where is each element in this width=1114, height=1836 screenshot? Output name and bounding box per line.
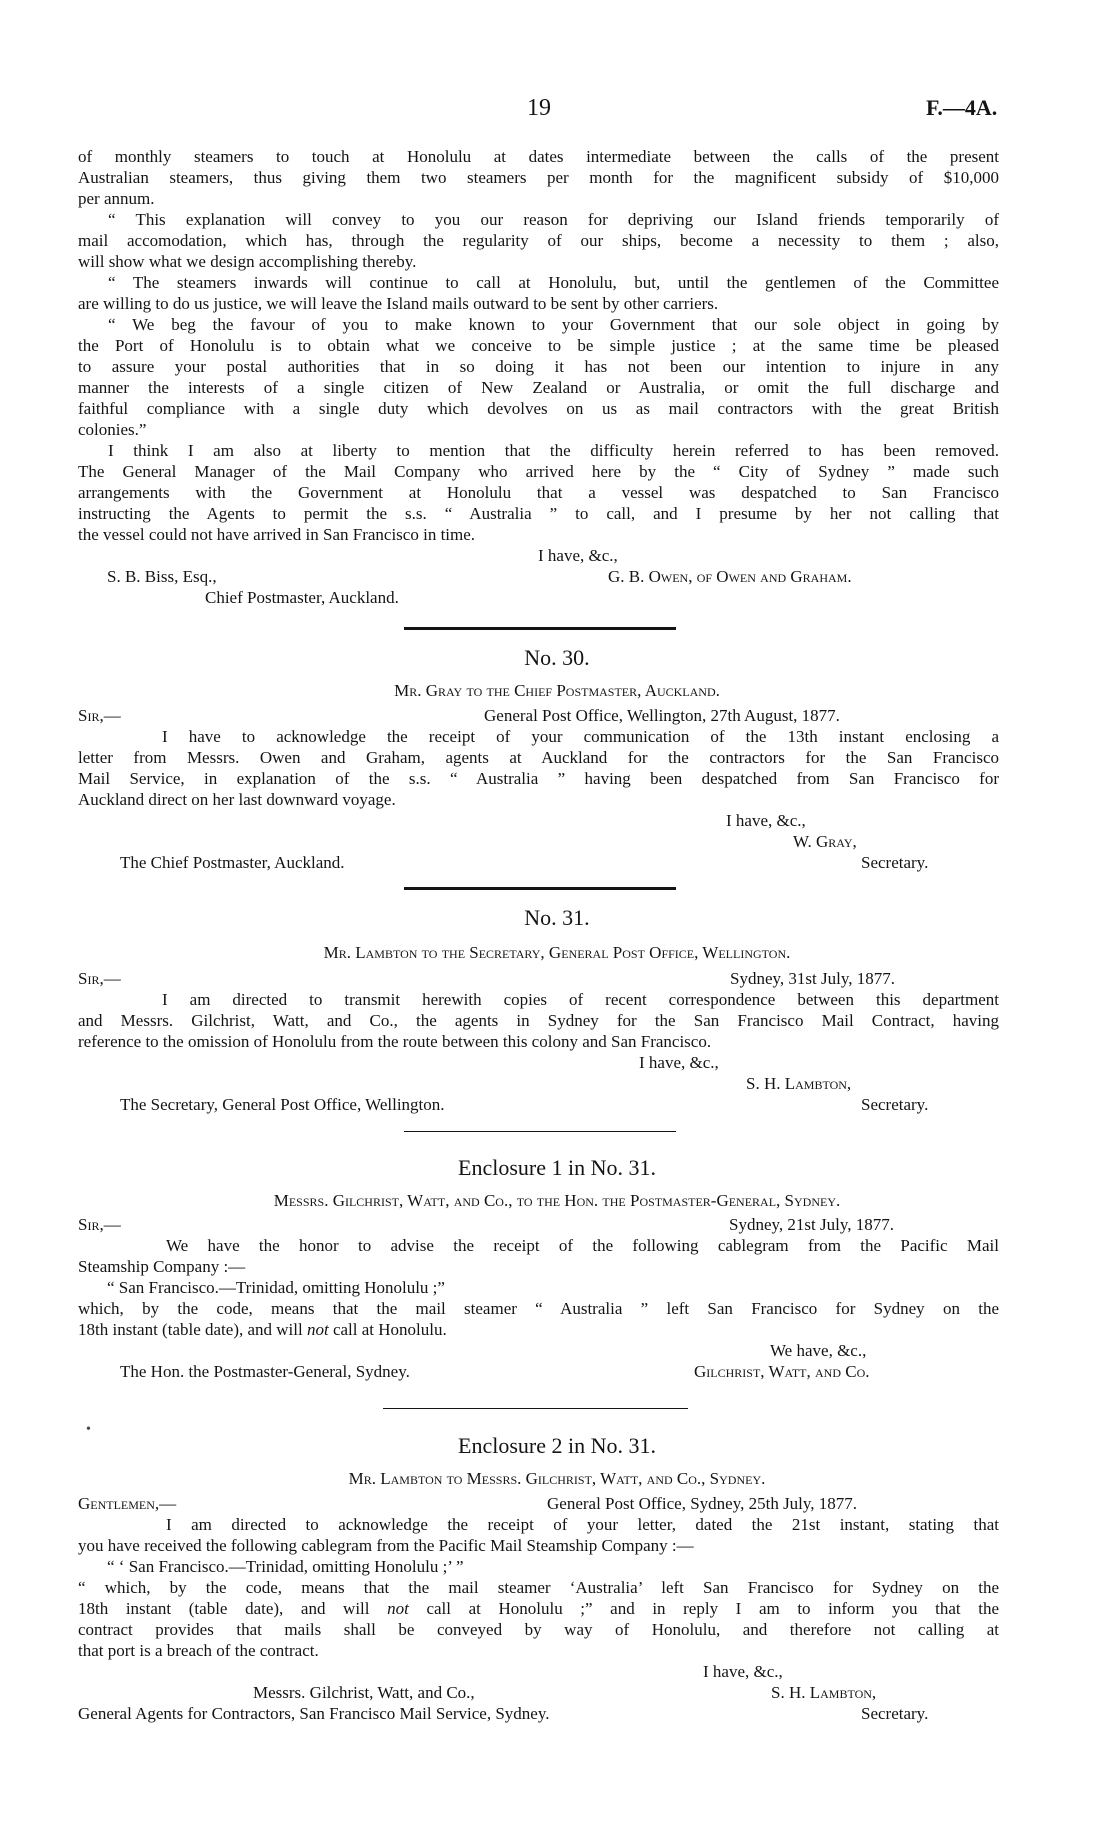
body-line: that port is a breach of the contract. xyxy=(78,1641,319,1660)
body-line: “ We beg the favour of you to make known to your Government that our sole object in going by xyxy=(108,315,999,334)
body-line: per annum. xyxy=(78,189,155,208)
body-line: instructing the Agents to permit the s.s. “ Australia ” to call, and I presume by her not calling that xyxy=(78,504,999,523)
body-line: Steamship Company :— xyxy=(78,1257,246,1276)
body-line: arrangements with the Government at Honolulu that a vessel was despatched to San Francisco xyxy=(78,483,999,502)
letter-addressing: Mr. Gray to the Chief Postmaster, Auckland. xyxy=(394,681,720,700)
closing: I have, &c., xyxy=(726,811,806,830)
body-line: colonies.” xyxy=(78,420,147,439)
section-divider xyxy=(404,887,676,890)
salutation: Sir,— xyxy=(78,969,121,988)
place-date: General Post Office, Wellington, 27th August, 1877. xyxy=(484,706,840,725)
closing: I have, &c., xyxy=(538,546,618,565)
letter-title: Enclosure 2 in No. 31. xyxy=(458,1433,656,1458)
body-line: Mail Service, in explanation of the s.s. “ Australia ” having been despatched from San Francisco for xyxy=(78,769,999,788)
body-line xyxy=(78,1599,999,1619)
body-line: which, by the code, means that the mail steamer “ Australia ” left San Francisco for Sydney on the xyxy=(78,1299,999,1318)
body-line: manner the interests of a single citizen of New Zealand or Australia, or omit the full discharge and xyxy=(78,378,999,397)
closing: I have, &c., xyxy=(703,1662,783,1681)
section-divider xyxy=(383,1408,688,1409)
body-line: to assure your postal authorities that in so doing it has not been our intention to injure in any xyxy=(78,357,999,376)
signatory: S. H. Lambton, xyxy=(746,1074,852,1093)
body-line: “ The steamers inwards will continue to call at Honolulu, but, until the gentlemen of the Committee xyxy=(108,273,999,292)
cablegram-quote: “ San Francisco.—Trinidad, omitting Honolulu ;” xyxy=(107,1278,445,1297)
body-line: the vessel could not have arrived in San Francisco in time. xyxy=(78,525,476,544)
text-span: 18th instant (table date), and will xyxy=(78,1320,307,1339)
body-line: Auckland direct on her last downward voyage. xyxy=(78,790,396,809)
cablegram-quote: “ ‘ San Francisco.—Trinidad, omitting Honolulu ;’ ” xyxy=(107,1557,464,1576)
letter-title: Enclosure 1 in No. 31. xyxy=(458,1155,656,1180)
body-line: I think I am also at liberty to mention that the difficulty herein referred to has been removed. xyxy=(108,441,999,460)
body-line: and Messrs. Gilchrist, Watt, and Co., the agents in Sydney for the San Francisco Mail Contract, having xyxy=(78,1011,999,1030)
signatory: G. B. Owen, of Owen and Graham. xyxy=(608,567,852,586)
body-line: We have the honor to advise the receipt of the following cablegram from the Pacific Mail xyxy=(166,1236,999,1255)
text-span: call at Honolulu. xyxy=(328,1320,447,1339)
body-line: “ which, by the code, means that the mail steamer ‘Australia’ left San Francisco for Sydney on the xyxy=(78,1578,999,1597)
body-line: the Port of Honolulu is to obtain what we conceive to be simple justice ; at the same time be pleased xyxy=(78,336,999,355)
body-line: reference to the omission of Honolulu from the route between this colony and San Francisco. xyxy=(78,1032,712,1051)
recipient-title: Chief Postmaster, Auckland. xyxy=(205,588,399,607)
closing: We have, &c., xyxy=(770,1341,867,1360)
body-line: mail accomodation, which has, through the regularity of our ships, become a necessity to them ; also, xyxy=(78,231,999,250)
body-line: Australian steamers, thus giving them two steamers per month for the magnificent subsidy of $10,000 xyxy=(78,168,999,187)
body-line xyxy=(78,1320,999,1340)
body-line: The General Manager of the Mail Company who arrived here by the “ City of Sydney ” made such xyxy=(78,462,999,481)
letter-title: No. 31. xyxy=(524,905,590,930)
place-date: General Post Office, Sydney, 25th July, 1877. xyxy=(547,1494,858,1513)
letter-addressing: Messrs. Gilchrist, Watt, and Co., to the Hon. the Postmaster-General, Sydney. xyxy=(273,1191,841,1210)
recipient-name: S. B. Biss, Esq., xyxy=(107,567,217,586)
body-line: “ This explanation will convey to you our reason for depriving our Island friends temporarily of xyxy=(108,210,999,229)
addressee: Messrs. Gilchrist, Watt, and Co., xyxy=(253,1683,475,1702)
place-date: Sydney, 21st July, 1877. xyxy=(729,1215,894,1234)
body-line: you have received the following cablegram from the Pacific Mail Steamship Company :— xyxy=(78,1536,694,1555)
emphasis: not xyxy=(306,1320,329,1339)
signatory: Gilchrist, Watt, and Co. xyxy=(694,1362,870,1381)
place-date: Sydney, 31st July, 1877. xyxy=(730,969,895,988)
addressee: The Hon. the Postmaster-General, Sydney. xyxy=(120,1362,410,1381)
body-line: contract provides that mails shall be conveyed by way of Honolulu, and therefore not calling at xyxy=(78,1620,999,1639)
salutation: Sir,— xyxy=(78,706,121,725)
body-line: I am directed to transmit herewith copies of recent correspondence between this department xyxy=(162,990,999,1009)
emphasis: not xyxy=(387,1599,409,1618)
signatory: S. H. Lambton, xyxy=(771,1683,877,1702)
signatory-title: Secretary. xyxy=(861,853,929,872)
body-line: I have to acknowledge the receipt of your communication of the 13th instant enclosing a xyxy=(162,727,999,746)
margin-mark: • xyxy=(86,1422,91,1437)
letter-addressing: Mr. Lambton to the Secretary, General Post Office, Wellington. xyxy=(323,943,791,962)
section-divider xyxy=(404,1131,676,1132)
signatory-title: Secretary. xyxy=(861,1704,929,1723)
signatory-title: Secretary. xyxy=(861,1095,929,1114)
body-line: of monthly steamers to touch at Honolulu at dates intermediate between the calls of the present xyxy=(78,147,999,166)
addressee: The Secretary, General Post Office, Wellington. xyxy=(120,1095,445,1114)
text-span: call at Honolulu ;” and in reply I am to inform you that the xyxy=(408,1599,999,1618)
addressee: General Agents for Contractors, San Francisco Mail Service, Sydney. xyxy=(78,1704,550,1723)
signatory: W. Gray, xyxy=(793,832,857,851)
salutation: Sir,— xyxy=(78,1215,121,1234)
closing: I have, &c., xyxy=(639,1053,719,1072)
text-span: 18th instant (table date), and will xyxy=(78,1599,388,1618)
body-line: I am directed to acknowledge the receipt of your letter, dated the 21st instant, stating that xyxy=(166,1515,999,1534)
addressee: The Chief Postmaster, Auckland. xyxy=(120,853,345,872)
body-line: faithful compliance with a single duty which devolves on us as mail contractors with the great British xyxy=(78,399,999,418)
letter-title: No. 30. xyxy=(524,645,590,670)
salutation: Gentlemen,— xyxy=(78,1494,177,1513)
letter-addressing: Mr. Lambton to Messrs. Gilchrist, Watt, and Co., Sydney. xyxy=(348,1469,766,1488)
body-line: are willing to do us justice, we will leave the Island mails outward to be sent by other carriers. xyxy=(78,294,719,313)
body-line: letter from Messrs. Owen and Graham, agents at Auckland for the contractors for the San Francisco xyxy=(78,748,999,767)
body-line: will show what we design accomplishing thereby. xyxy=(78,252,417,271)
section-divider xyxy=(404,627,676,630)
page-number: 19 xyxy=(527,95,551,121)
document-reference: F.—4A. xyxy=(926,95,998,120)
